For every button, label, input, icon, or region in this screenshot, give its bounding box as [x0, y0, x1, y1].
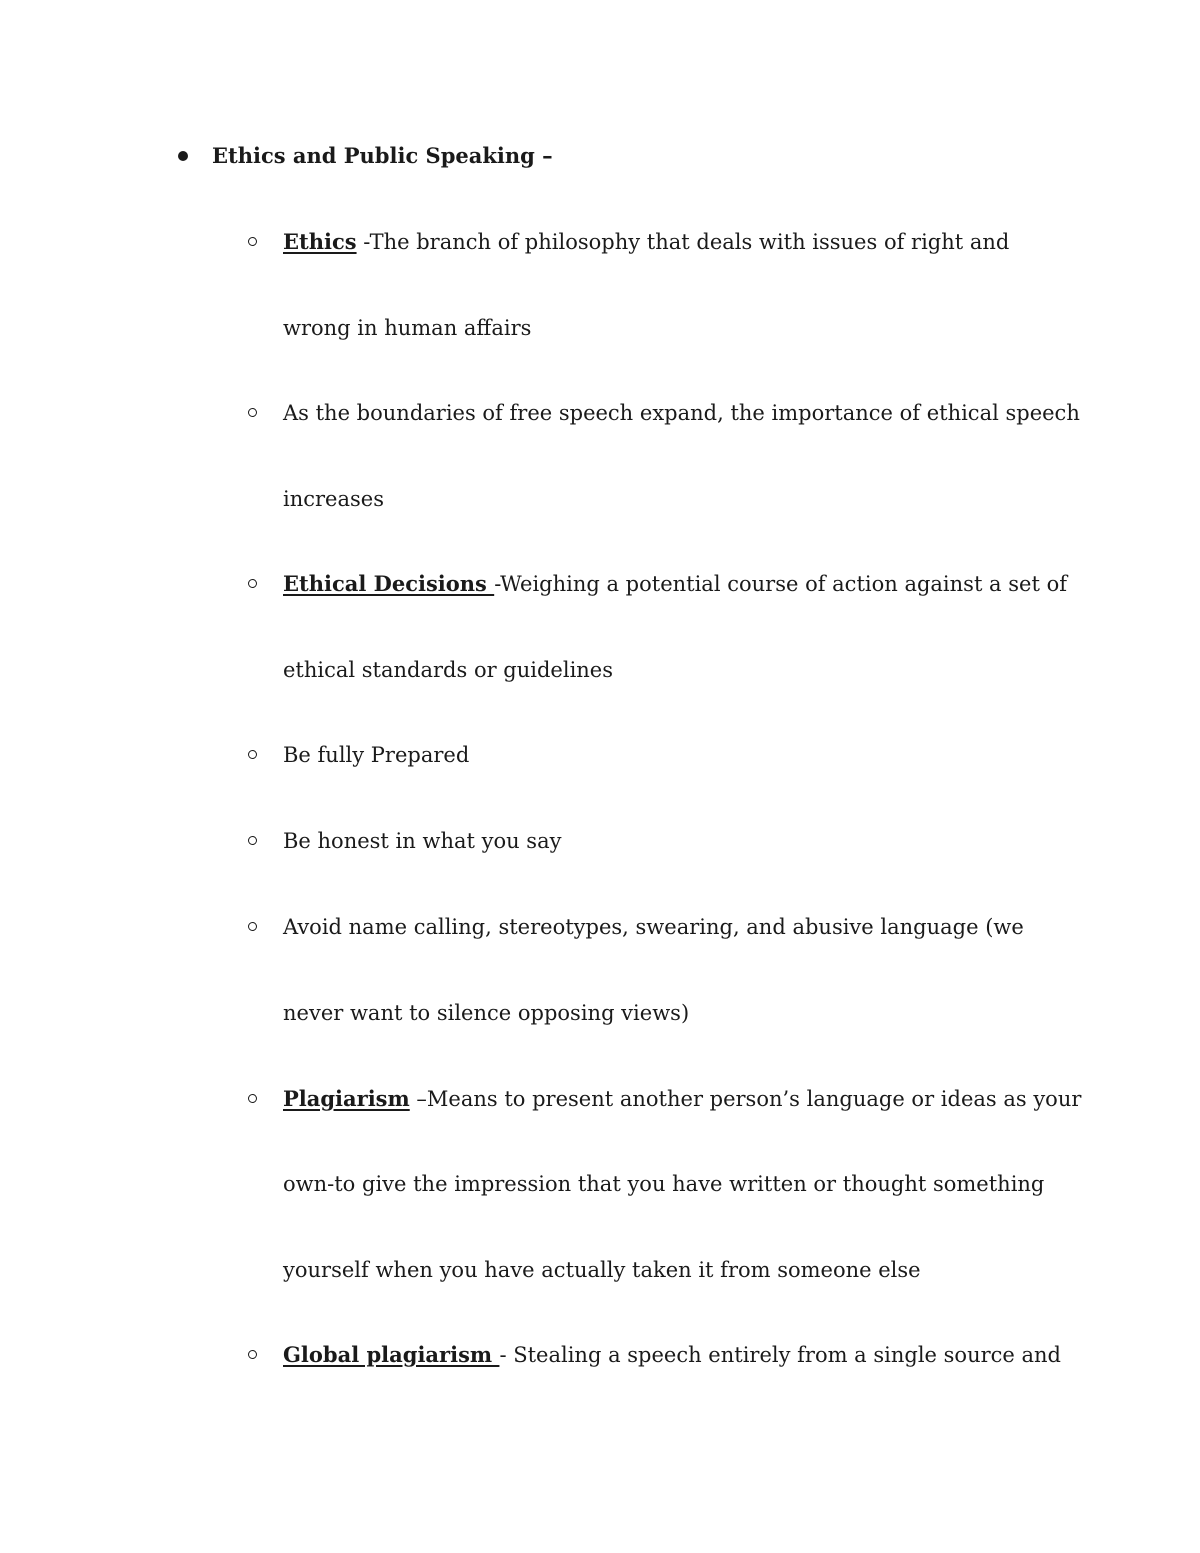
- list-item-line: [283, 1339, 1061, 1371]
- hollow-bullet-icon: [248, 579, 257, 588]
- item-text: Means to present another person’s language or ideas as your: [426, 1087, 1082, 1111]
- list-item-line: [283, 568, 1067, 600]
- term-separator: -: [494, 572, 501, 596]
- term: Ethics: [283, 229, 357, 254]
- hollow-bullet-icon: [248, 408, 257, 417]
- term: Plagiarism: [283, 1086, 410, 1111]
- hollow-bullet-icon: [248, 237, 257, 246]
- item-text: Weighing a potential course of action against a set of: [500, 572, 1067, 596]
- list-item-line: [283, 911, 1024, 943]
- term-separator: –: [409, 1087, 427, 1111]
- hollow-bullet-icon: [248, 750, 257, 759]
- list-item-line: [283, 825, 561, 857]
- item-text: own-to give the impression that you have written or thought something: [283, 1172, 1045, 1196]
- term-separator: -: [356, 230, 370, 254]
- hollow-bullet-icon: [248, 836, 257, 845]
- list-item-line: [283, 1254, 921, 1286]
- term: Ethical Decisions: [283, 571, 495, 596]
- item-text: Be honest in what you say: [283, 829, 562, 853]
- hollow-bullet-icon: [248, 1350, 257, 1359]
- item-text: The branch of philosophy that deals with issues of right and: [369, 230, 1010, 254]
- item-text: Avoid name calling, stereotypes, swearing, and abusive language (we: [283, 915, 1024, 939]
- item-text: ethical standards or guidelines: [283, 658, 614, 682]
- list-item-line: [283, 654, 613, 686]
- list-item-line: [283, 483, 384, 515]
- term-separator: -: [499, 1343, 514, 1367]
- list-item-line: [283, 226, 1009, 258]
- item-text: yourself when you have actually taken it from someone else: [283, 1258, 921, 1282]
- section-heading-text: Ethics and Public Speaking –: [212, 143, 553, 168]
- hollow-bullet-icon: [248, 1094, 257, 1103]
- item-text: increases: [283, 487, 384, 511]
- term: Global plagiarism: [283, 1342, 500, 1367]
- item-text: never want to silence opposing views): [283, 1001, 690, 1025]
- list-item-line: [283, 312, 531, 344]
- list-item-line: [283, 739, 469, 771]
- item-text: As the boundaries of free speech expand, the importance of ethical speech: [283, 401, 1080, 425]
- bullet-icon: [178, 151, 188, 161]
- item-text: wrong in human affairs: [283, 316, 532, 340]
- list-item-line: [283, 1083, 1081, 1115]
- list-item-line: [283, 397, 1080, 429]
- item-text: Stealing a speech entirely from a single source and: [513, 1343, 1061, 1367]
- list-item-line: [283, 997, 689, 1029]
- hollow-bullet-icon: [248, 922, 257, 931]
- list-item-line: [283, 1168, 1044, 1200]
- item-text: Be fully Prepared: [283, 743, 470, 767]
